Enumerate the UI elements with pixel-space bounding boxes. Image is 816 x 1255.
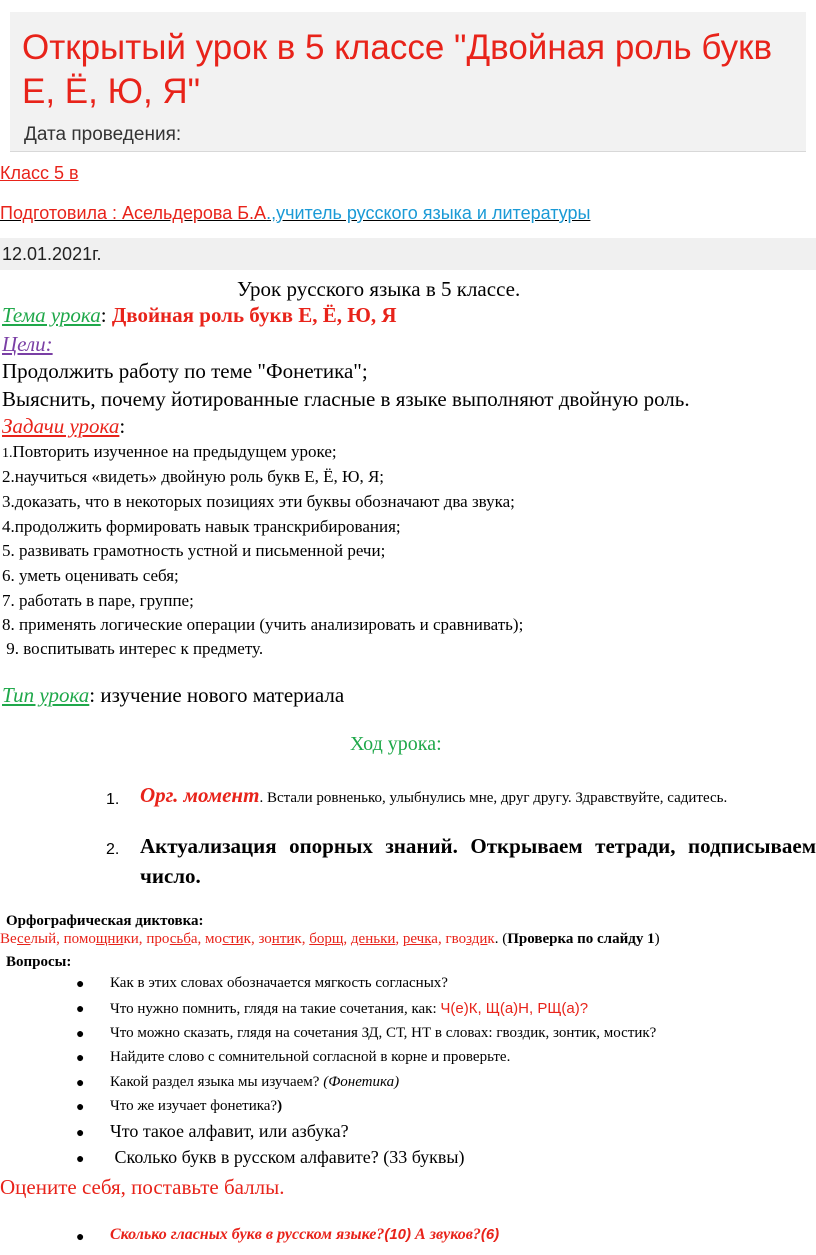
question-item: Найдите слово с сомнительной согласной в корне и проверьте. (110, 1049, 511, 1065)
check-label: Проверка по слайду 1 (507, 931, 655, 947)
dictation-word: речка, (402, 931, 446, 947)
goal-item: Продолжить работу по теме "Фонетика"; (2, 359, 368, 383)
answer-vowel-letters: (10) (384, 1226, 412, 1243)
task-item: 2.научиться «видеть» двойную роль букв Е, Ё, Ю, Я; (2, 467, 385, 486)
question-text: Что нужно помнить, глядя на такие сочетания, как: (110, 1001, 441, 1017)
goals-heading: Цели: (2, 332, 53, 356)
date-bar (0, 238, 816, 270)
dictation-word: борщ, (309, 931, 351, 947)
vowels-question (110, 1226, 499, 1244)
question-highlight: Ч(е)К, Щ(а)Н, РЩ(а)? (440, 1000, 589, 1017)
date-label: Дата проведения: (24, 124, 182, 145)
dictation-word-list (0, 931, 495, 947)
bullet-icon: ● (76, 1051, 85, 1066)
author-link[interactable] (0, 203, 590, 224)
question-item: Сколько букв в русском алфавите? (33 буквы) (110, 1147, 465, 1167)
question-item: Как в этих словах обозначается мягкость согласных? (110, 975, 448, 991)
author-name: Подготовила : Асельдерова Б.А (0, 203, 267, 223)
bullet-icon: ● (76, 1100, 85, 1115)
question-text: Что же изучает фонетика? (110, 1098, 278, 1114)
bullet-icon: ● (76, 1027, 85, 1042)
step-actualization: Актуализация опорных знаний. Открываем тетради, подписываем число. (140, 834, 816, 888)
page-title: Открытый урок в 5 классе "Двойная роль букв Е, Ё, Ю, Я" (22, 28, 773, 111)
type-value: : изучение нового материала (89, 683, 345, 707)
task-item (2, 441, 337, 465)
bullet-icon: ● (76, 1152, 85, 1167)
topic-value: Двойная роль букв Е, Ё, Ю, Я (111, 303, 397, 327)
lesson-subject: Урок русского языка в 5 классе. (237, 277, 521, 301)
lesson-type (2, 683, 344, 708)
topic-label: Тема урока (2, 303, 101, 327)
bullet-icon: ● (76, 1076, 85, 1091)
task-item: 6. уметь оценивать себя; (2, 566, 179, 585)
check-close: ) (654, 931, 660, 947)
task-item: 9. воспитывать интерес к предмету. (2, 639, 264, 658)
question-text-2: А звуков? (411, 1226, 481, 1243)
task-item: 3.доказать, что в некоторых позициях эти буквы обозначают два звука; (2, 492, 515, 511)
dictation-word: зонтик, (258, 931, 310, 947)
lesson-date: 12.01.2021г. (2, 244, 102, 264)
dictation-word: Веселый, (0, 931, 64, 947)
dictation-word: деньки, (350, 931, 403, 947)
questions-heading: Вопросы: (6, 954, 72, 970)
step-number: 1. (106, 791, 120, 808)
task-item: 4.продолжить формировать навык транскрибирования; (2, 517, 401, 536)
author-role: .,учитель русского языка и литературы (266, 203, 591, 223)
question-paren: ) (277, 1098, 283, 1114)
check-open: . ( (494, 931, 508, 947)
step-number: 2. (106, 841, 120, 858)
bullet-icon: ● (76, 977, 85, 992)
dictation-word: просьба, (146, 931, 206, 947)
goal-item: Выяснить, почему йотированные гласные в языке выполняют двойную роль. (2, 387, 690, 411)
course-heading: Ход урока: (350, 733, 442, 755)
step-text: . Встали ровненько, улыбнулись мне, друг другу. Здравствуйте, садитесь. (259, 790, 728, 806)
question-text: Какой раздел языка мы изучаем? (110, 1074, 324, 1090)
answer-vowel-sounds: (6) (480, 1226, 500, 1243)
dictation-word: гвоздик (445, 931, 495, 947)
bullet-icon: ● (76, 1126, 85, 1141)
step-org-moment (140, 784, 816, 809)
dictation-words (0, 931, 660, 948)
question-item: Что такое алфавит, или азбука? (110, 1121, 349, 1141)
type-label: Тип урока (2, 683, 90, 707)
dictation-word: мостик, (205, 931, 259, 947)
topic-sep: : (100, 303, 107, 327)
rate-self: Оцените себя, поставьте баллы. (0, 1175, 285, 1199)
tasks-heading (2, 414, 125, 439)
dictation-heading: Орфографическая диктовка: (6, 913, 204, 929)
bullet-icon: ● (76, 1230, 85, 1245)
task-item: 7. работать в паре, группе; (2, 591, 194, 610)
question-answer: (Фонетика) (323, 1074, 400, 1090)
header-block (10, 12, 806, 152)
task-text: Повторить изученное на предыдущем уроке; (12, 442, 337, 461)
step-title: Орг. момент (140, 783, 260, 807)
bullet-icon: ● (76, 1002, 85, 1017)
question-item (110, 1000, 588, 1018)
lesson-topic (2, 303, 397, 328)
task-item: 8. применять логические операции (учить анализировать и сравнивать); (2, 615, 524, 634)
task-item: 5. развивать грамотность устной и письменной речи; (2, 541, 386, 560)
tasks-label: Задачи урока (2, 414, 120, 438)
question-item (110, 1074, 399, 1091)
question-text: Сколько гласных букв в русском языке? (110, 1226, 385, 1243)
question-item: Что можно сказать, глядя на сочетания ЗД, СТ, НТ в словах: гвоздик, зонтик, мостик? (110, 1025, 657, 1041)
tasks-sep: : (119, 414, 126, 438)
task-num: 1. (2, 446, 13, 461)
question-item (110, 1098, 282, 1115)
dictation-word: помощники, (63, 931, 147, 947)
class-link[interactable]: Класс 5 в (0, 163, 79, 183)
